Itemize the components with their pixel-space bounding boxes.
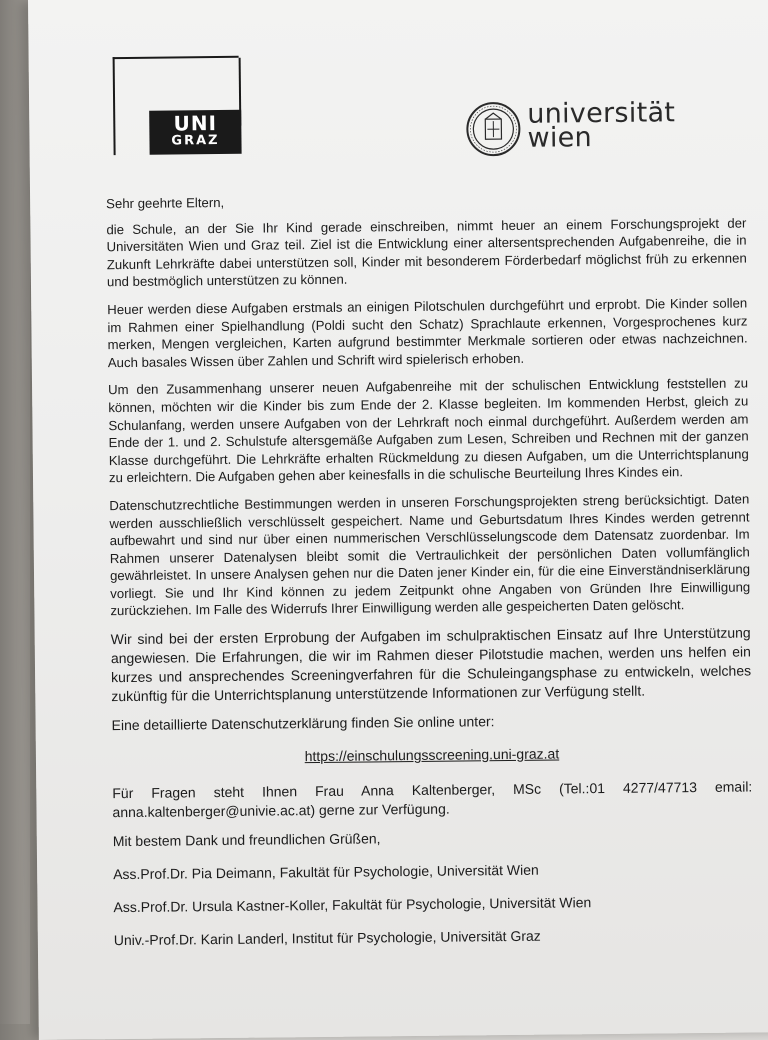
salutation: Sehr geehrte Eltern,: [106, 188, 746, 212]
uni-graz-logo: [113, 56, 240, 155]
paragraph-contact: Für Fragen steht Ihnen Frau Anna Kaltenberger, MSc (Tel.:01 4277/47713 email: anna.kaltenberger@univie.ac.at) gerne zur Verfügung.: [112, 778, 752, 823]
background-edge: [0, 0, 30, 1024]
privacy-url-link[interactable]: https://einschulungsscreening.uni-graz.at: [112, 743, 752, 769]
paragraph-support: Wir sind bei der ersten Erprobung der Aufgaben im schulpraktischen Einsatz auf Ihre Unterstützung angewiesen. Die Erfahrungen, die wir im Rahmen dieser Pilotstudie machen, werden uns helfen ein kurzes und ansprechendes Screeningverfahren für die Schuleingangsphase zu entwickeln, welches zukünftig für die Unterrichtsplanung unterstützende Informationen zur Verfügung stellt.: [111, 624, 752, 707]
paragraph-data-protection: Datenschutzrechtliche Bestimmungen werden in unseren Forschungsprojekten streng berücksichtigt. Daten werden ausschließlich verschlüsselt gespeichert. Name und Geburtsdatum Ihres Kindes werden getrennt aufbewahrt und sind nur über einen nummerischen Verschlüsselungscode dem Datensatz zuordenbar. Im Rahmen unserer Datenalysen bleibt somit die Vertraulichkeit der persönlichen Daten vollumfänglich gewährleistet. In unsere Analysen gehen nur die Daten jener Kinder ein, für die eine Einverständniserklärung vorliegt. Sie und Ihr Kind können zu jedem Zeitpunkt ohne Angaben von Gründen Ihre Einwilligung zurückziehen. Im Falle des Widerrufs Ihrer Einwilligung werden alle gespeicherten Daten gelöscht.: [109, 490, 750, 620]
paragraph-followup: Um den Zusammenhang unserer neuen Aufgabenreihe mit der schulischen Entwicklung feststellen zu können, möchten wir die Kinder bis zum Ende der 2. Klasse begleiten. Im kommenden Herbst, gleich zu Schulanfang, werden unsere Aufgaben von der Lehrkraft noch einmal durchgeführt. Außerdem werden am Ende der 1. und 2. Schulstufe altersgemäße Aufgaben zum Lesen, Schreiben und Rechnen mit der ganzen Klasse durchgeführt. Die Lehrkräfte erhalten Rückmeldung zu diesen Aufgaben, um die Unterrichtsplanung zu erleichtern. Die Aufgaben gehen aber keinesfalls in die schulische Beurteilung Ihres Kindes ein.: [108, 375, 749, 487]
signature-kastner-koller: Ass.Prof.Dr. Ursula Kastner-Koller, Fakultät für Psychologie, Universität Wien: [113, 892, 753, 918]
uni-graz-logo-box: [149, 110, 241, 155]
closing: Mit bestem Dank und freundlichen Grüßen,: [113, 826, 753, 852]
uni-wien-seal-icon: [465, 101, 522, 158]
letter-body: [106, 188, 754, 964]
uni-wien-wordmark-line2: wien: [527, 125, 675, 151]
paragraph-pilot: Heuer werden diese Aufgaben erstmals an einigen Pilotschulen durchgeführt und erprobt. Die Kinder sollen im Rahmen einer Spielhandlung (Poldi sucht den Schatz) Sprachlaute erkennen, Vorgesprochenes kurz merken, Mengen vergleichen, Karten aufgrund bestimmter Merkmale sortieren oder etwas nachzeichnen. Auch basales Wissen über Zahlen und Schrift wird spielerisch erhoben.: [107, 294, 748, 371]
paragraph-privacy-info: Eine detaillierte Datenschutzerklärung finden Sie online unter:: [112, 710, 752, 736]
paragraph-intro: die Schule, an der Sie Ihr Kind gerade einschreiben, nimmt heuer an einem Forschungsprojekt der Universitäten Wien und Graz teil. Ziel ist die Entwicklung einer altersentsprechenden Aufgabenreihe, die in Zukunft Lehrkräfte dabei unterstützen soll, Kinder mit besonderem Förderbedarf möglichst früh zu erkennen und bestmöglich unterstützen zu können.: [106, 214, 747, 291]
uni-wien-wordmark-line1: universität: [527, 101, 675, 127]
uni-graz-logo-line1: UNI: [149, 113, 241, 134]
signature-landerl: Univ.-Prof.Dr. Karin Landerl, Institut für Psychologie, Universität Graz: [114, 925, 754, 951]
signature-deimann: Ass.Prof.Dr. Pia Deimann, Fakultät für Psychologie, Universität Wien: [113, 859, 753, 885]
uni-wien-wordmark: [527, 101, 676, 151]
uni-graz-logo-line2: GRAZ: [149, 133, 241, 150]
letter-page: [28, 0, 768, 1040]
